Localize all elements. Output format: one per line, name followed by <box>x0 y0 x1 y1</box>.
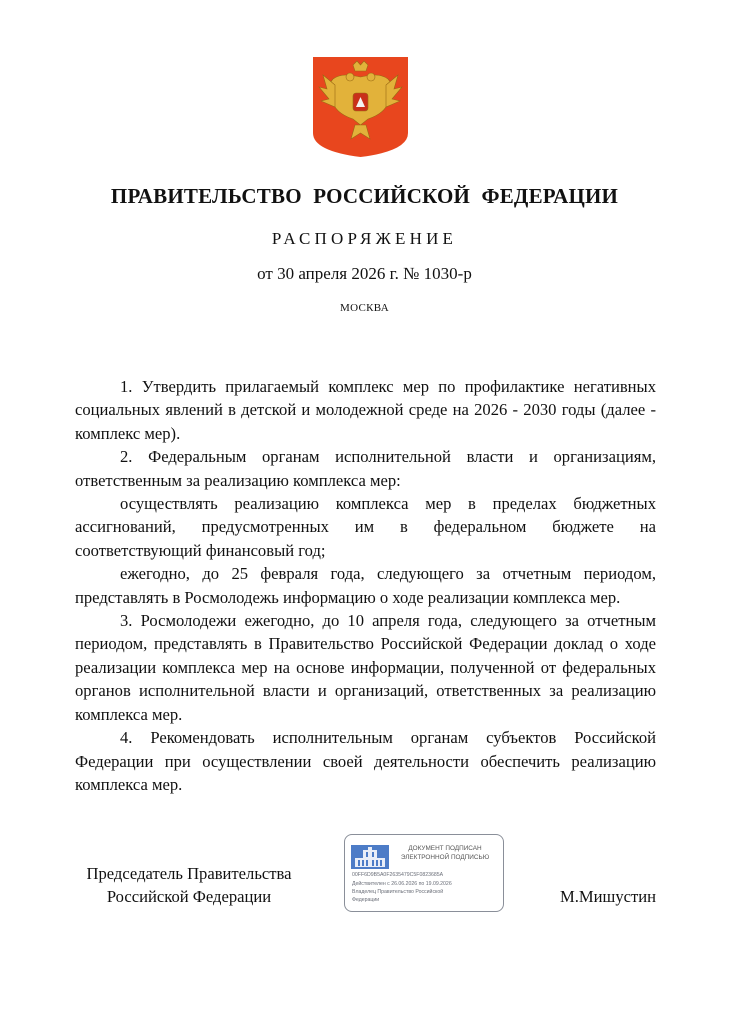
paragraph-item-2-sub-1: осуществлять реализацию комплекса мер в пределах бюджетных ассигнований, предусмотренных им в федеральном бюджете на соответствующий финансовый год; <box>75 494 656 560</box>
paragraph-item-1: 1. Утвердить прилагаемый комплекс мер по профилактике негативных социальных явлений в детской и молодежной среде на 2026 - 2030 годы (далее - комплекс мер). <box>75 377 656 443</box>
paragraph-item-4: 4. Рекомендовать исполнительным органам субъектов Российской Федерации при осуществлении своей деятельности обеспечить реализацию комплекса мер. <box>75 728 656 794</box>
signer-position-line: Председатель Правительства <box>86 864 292 883</box>
certificate-number: 00FF6D9B5A0F2635479C5F0823685A <box>352 872 444 878</box>
document-type: РАСПОРЯЖЕНИЕ <box>271 229 458 248</box>
paragraph-item-3: 3. Росмолодежи ежегодно, до 10 апреля года, следующего за отчетным периодом, представлять в Правительство Российской Федерации доклад о ходе реализации комплекса мер на основе информации, полученной от федеральных органов исполнительной власти и организаций, ответственных за реализацию комплекса мер. <box>75 611 656 724</box>
paragraph-item-2: 2. Федеральным органам исполнительной власти и организациям, ответственным за реализацию комплекса мер: <box>75 447 656 490</box>
signer-name: М.Мишустин <box>560 887 656 906</box>
government-building-icon <box>351 845 389 869</box>
signer-position-line: Российской Федерации <box>106 887 272 907</box>
paragraph-item-2-sub-2: ежегодно, до 25 февраля года, следующего за отчетным периодом, представлять в Росмолодежь информацию о ходе реализации комплекса мер. <box>75 564 656 607</box>
validity-period: Действителен с 26.06.2026 по 19.09.2026 <box>352 881 452 887</box>
certificate-owner: Федерации <box>352 897 380 903</box>
document-body <box>75 375 656 796</box>
government-title: ПРАВИТЕЛЬСТВО РОССИЙСКОЙ ФЕДЕРАЦИИ <box>110 184 619 208</box>
stamp-title: ДОКУМЕНТ ПОДПИСАН ЭЛЕКТРОННОЙ ПОДПИСЬЮ <box>400 845 490 861</box>
city-name: МОСКВА <box>340 302 389 314</box>
document-date-number: от 30 апреля 2026 г. № 1030-р <box>257 264 472 283</box>
certificate-owner: Владелец Правительство Российской <box>352 889 444 895</box>
signer-position <box>74 862 304 909</box>
electronic-signature-stamp <box>344 834 504 912</box>
coat-of-arms-icon <box>311 55 410 159</box>
